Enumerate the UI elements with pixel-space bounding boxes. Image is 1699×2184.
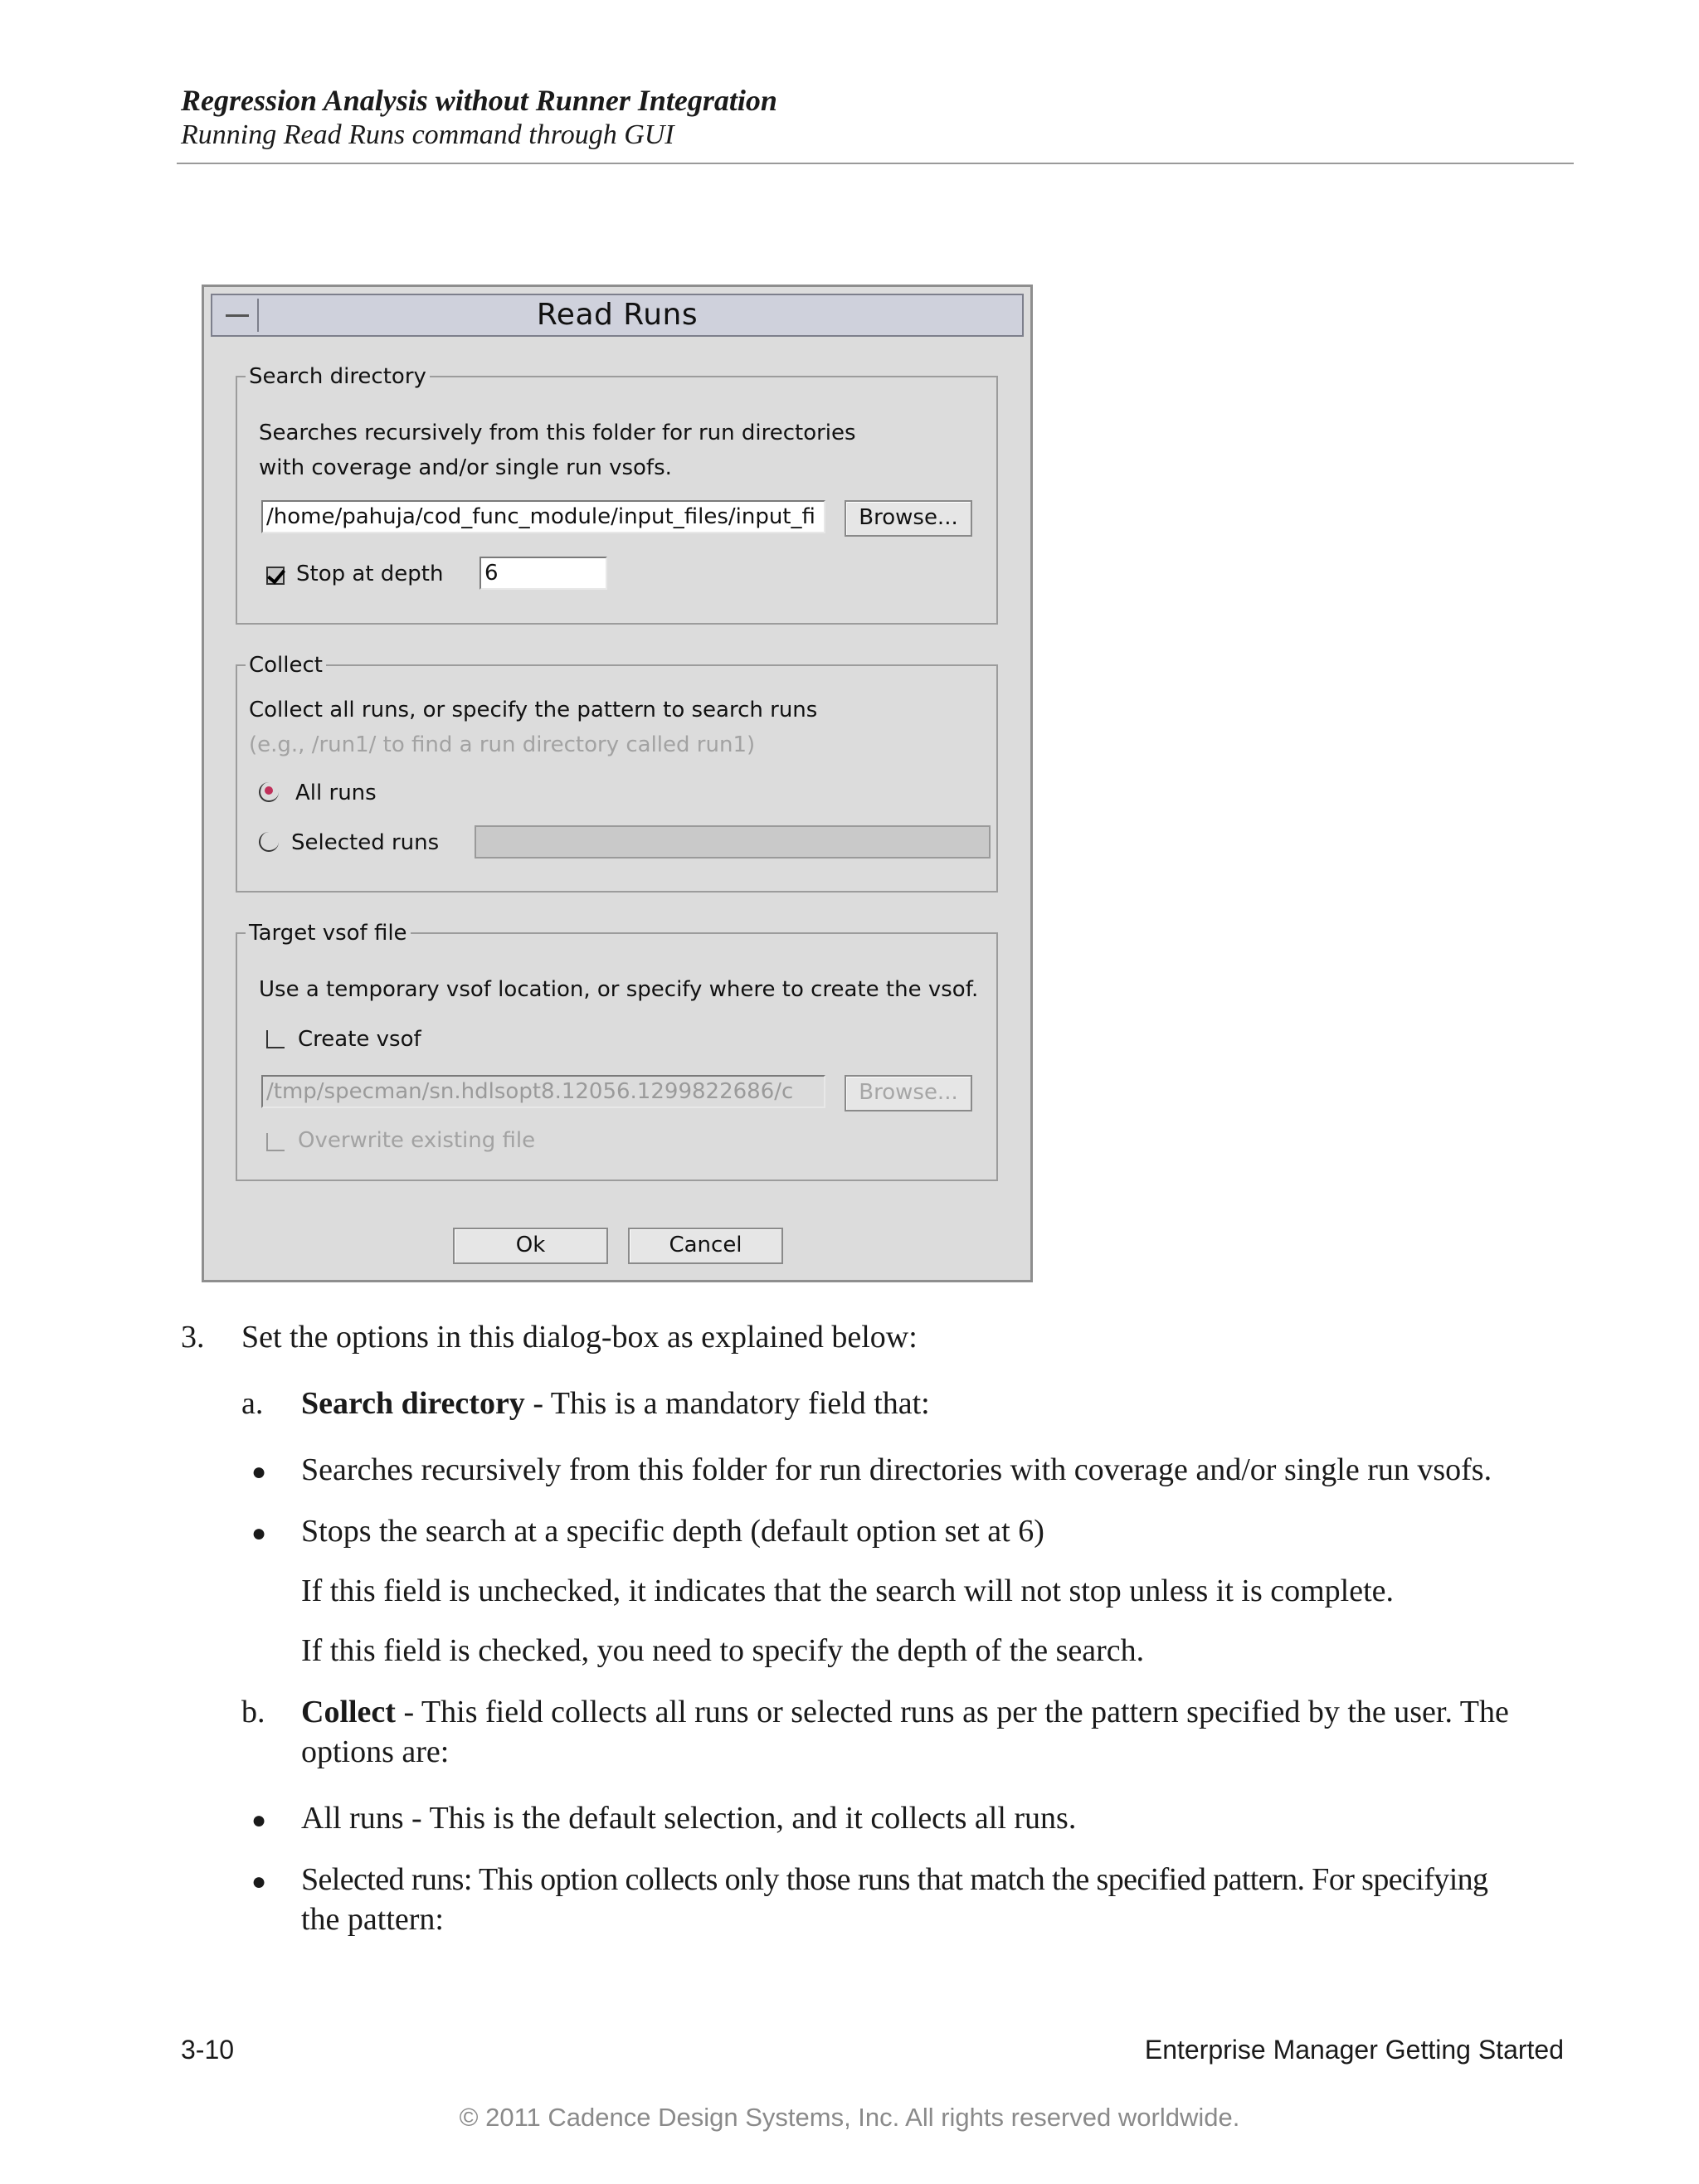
search-directory-desc-line2: with coverage and/or single run vsofs. xyxy=(259,455,672,480)
collect-group xyxy=(236,653,998,893)
stop-at-depth-label: Stop at depth xyxy=(296,562,444,586)
target-vsof-group xyxy=(236,921,998,1181)
copyright: © 2011 Cadence Design Systems, Inc. All rights reserved worldwide. xyxy=(459,2103,1240,2132)
step-3-text: Set the options in this dialog-box as explained below: xyxy=(241,1320,918,1355)
search-directory-desc-line1: Searches recursively from this folder for run directories xyxy=(259,421,856,445)
all-runs-label: All runs xyxy=(295,781,377,805)
read-runs-dialog xyxy=(202,285,1033,1282)
bullet-icon: ● xyxy=(251,1807,267,1834)
item-b-marker: b. xyxy=(241,1695,265,1729)
selected-runs-pattern-input[interactable] xyxy=(475,825,991,859)
bullet-a2-text: Stops the search at a specific depth (default option set at 6) xyxy=(301,1514,1044,1549)
cancel-button[interactable]: Cancel xyxy=(628,1228,783,1264)
search-directory-group xyxy=(236,364,998,625)
collect-legend: Collect xyxy=(246,653,326,678)
selected-runs-radio[interactable] xyxy=(259,832,279,852)
dialog-titlebar xyxy=(211,294,1024,337)
item-b-text-line2: options are: xyxy=(301,1734,450,1769)
create-vsof-checkbox[interactable] xyxy=(266,1030,285,1048)
item-a-bold: Search directory xyxy=(301,1386,525,1421)
collect-desc-line1: Collect all runs, or specify the pattern to search runs xyxy=(249,698,818,722)
stop-at-depth-checkbox[interactable] xyxy=(266,567,285,585)
overwrite-existing-label: Overwrite existing file xyxy=(298,1128,536,1153)
bullet-icon: ● xyxy=(251,1520,267,1547)
header-rule xyxy=(177,163,1574,164)
running-header-subtitle: Running Read Runs command through GUI xyxy=(181,119,674,150)
bullet-b1-text: All runs - This is the default selection, and it collects all runs. xyxy=(301,1801,1077,1836)
bullet-b2-text-line1: Selected runs: This option collects only those runs that match the specified pattern. For specifying xyxy=(301,1862,1488,1897)
item-a-rest: - This is a mandatory field that: xyxy=(524,1386,930,1421)
search-directory-input[interactable]: /home/pahuja/cod_func_module/input_files/input_fi xyxy=(261,500,825,533)
bullet-icon: ● xyxy=(251,1868,267,1895)
search-directory-browse-button[interactable]: Browse... xyxy=(845,500,972,537)
running-header-title: Regression Analysis without Runner Integration xyxy=(181,84,777,117)
item-b-text-line1 xyxy=(301,1692,1509,1732)
para-unchecked: If this field is unchecked, it indicates that the search will not stop unless it is complete. xyxy=(301,1574,1395,1608)
item-a-marker: a. xyxy=(241,1386,264,1421)
depth-input[interactable]: 6 xyxy=(480,557,607,590)
target-vsof-legend: Target vsof file xyxy=(246,921,411,946)
collect-desc-line2: (e.g., /run1/ to find a run directory called run1) xyxy=(249,732,756,757)
selected-runs-label: Selected runs xyxy=(291,830,440,855)
overwrite-existing-checkbox[interactable] xyxy=(266,1133,285,1151)
target-vsof-browse-button[interactable]: Browse... xyxy=(845,1075,972,1111)
target-vsof-input[interactable]: /tmp/specman/sn.hdlsopt8.12056.1299822686/c xyxy=(261,1075,825,1108)
para-checked: If this field is checked, you need to specify the depth of the search. xyxy=(301,1633,1145,1668)
ok-button[interactable]: Ok xyxy=(453,1228,608,1264)
item-a-text xyxy=(301,1384,930,1423)
bullet-b2-text-line2: the pattern: xyxy=(301,1902,444,1937)
page-number: 3-10 xyxy=(181,2035,235,2065)
target-vsof-desc: Use a temporary vsof location, or specify where to create the vsof. xyxy=(259,977,979,1002)
bullet-icon: ● xyxy=(251,1458,267,1486)
item-b-bold: Collect xyxy=(301,1695,396,1729)
dialog-title: Read Runs xyxy=(536,298,699,332)
bullet-a1-text: Searches recursively from this folder for run directories with coverage and/or single run vsofs. xyxy=(301,1452,1492,1487)
book-title: Enterprise Manager Getting Started xyxy=(1144,2035,1564,2065)
step-3-number: 3. xyxy=(181,1320,205,1355)
search-directory-legend: Search directory xyxy=(246,364,430,389)
all-runs-radio[interactable] xyxy=(259,782,279,802)
item-b-rest: - This field collects all runs or selected runs as per the pattern specified by the user. The xyxy=(395,1695,1509,1729)
create-vsof-label: Create vsof xyxy=(298,1027,421,1052)
